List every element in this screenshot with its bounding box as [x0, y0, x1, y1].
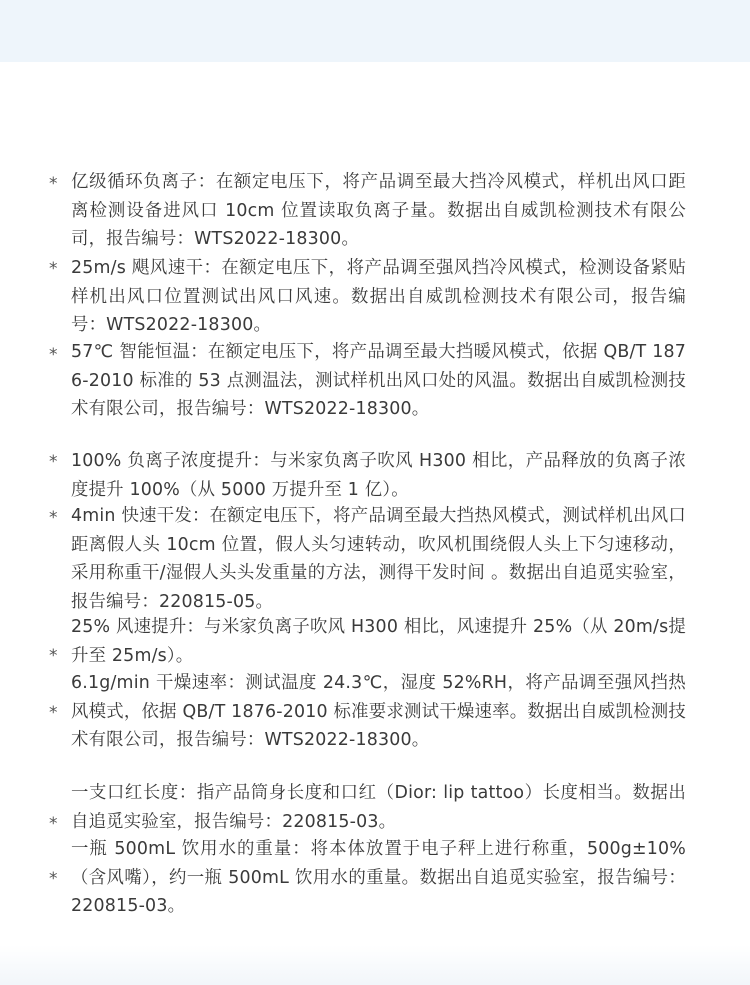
bullet-asterisk: *	[49, 452, 58, 472]
footnote-text: 一瓶 500mL 饮用水的重量：将本体放置于电子秤上进行称重，500g±10%（含风嘴），约一瓶 500mL 饮用水的重量。数据出自追觅实验室，报告编号：220815-03。	[71, 839, 686, 916]
footnote-text: 57℃ 智能恒温：在额定电压下，将产品调至最大挡暖风模式，依据 QB/T 1876-2010 标准的 53 点测温法，测试样机出风口处的风温。数据出自威凯检测技术有限公司，报告编号：WTS2022-18300。	[71, 342, 686, 419]
footnote-text: 一支口红长度：指产品筒身长度和口红（Dior: lip tattoo）长度相当。数据出自追觅实验室，报告编号：220815-03。	[71, 783, 686, 832]
bullet-asterisk: *	[49, 646, 58, 666]
footnote-text: 亿级循环负离子：在额定电压下，将产品调至最大挡冷风模式，样机出风口距离检测设备进风口 10cm 位置读取负离子量。数据出自威凯检测技术有限公司，报告编号：WTS2022-18300。	[71, 172, 686, 249]
footnote-text: 100% 负离子浓度提升：与米家负离子吹风 H300 相比，产品释放的负离子浓度提升 100%（从 5000 万提升至 1 亿）。	[71, 451, 686, 500]
bullet-asterisk: *	[49, 345, 58, 365]
bullet-asterisk: *	[49, 869, 58, 889]
bullet-asterisk: *	[49, 174, 58, 194]
footnote-text: 6.1g/min 干燥速率：测试温度 24.3℃，湿度 52%RH，将产品调至强风挡热风模式，依据 QB/T 1876-2010 标准要求测试干燥速率。数据出自威凯检测技术有限公司，报告编号：WTS2022-18300。	[71, 673, 686, 750]
bullet-asterisk: *	[49, 508, 58, 528]
footnote-text: 25m/s 飓风速干：在额定电压下，将产品调至强风挡冷风模式，检测设备紧贴样机出风口位置测试出风口风速。数据出自威凯检测技术有限公司，报告编号：WTS2022-18300。	[71, 258, 686, 335]
footnote-text: 4min 快速干发：在额定电压下，将产品调至最大挡热风模式，测试样机出风口距离假人头 10cm 位置，假人头匀速转动，吹风机围绕假人头上下匀速移动，采用称重干/湿假人头头发重量的方法，测得干发时间 。数据出自追觅实验室，报告编号：220815-05。	[71, 506, 686, 612]
bullet-asterisk: *	[49, 814, 58, 834]
footnote-text: 25% 风速提升：与米家负离子吹风 H300 相比，风速提升 25%（从 20m/s提升至 25m/s）。	[71, 617, 686, 666]
bullet-asterisk: *	[49, 259, 58, 279]
footer-band	[0, 945, 750, 985]
bullet-asterisk: *	[49, 703, 58, 723]
